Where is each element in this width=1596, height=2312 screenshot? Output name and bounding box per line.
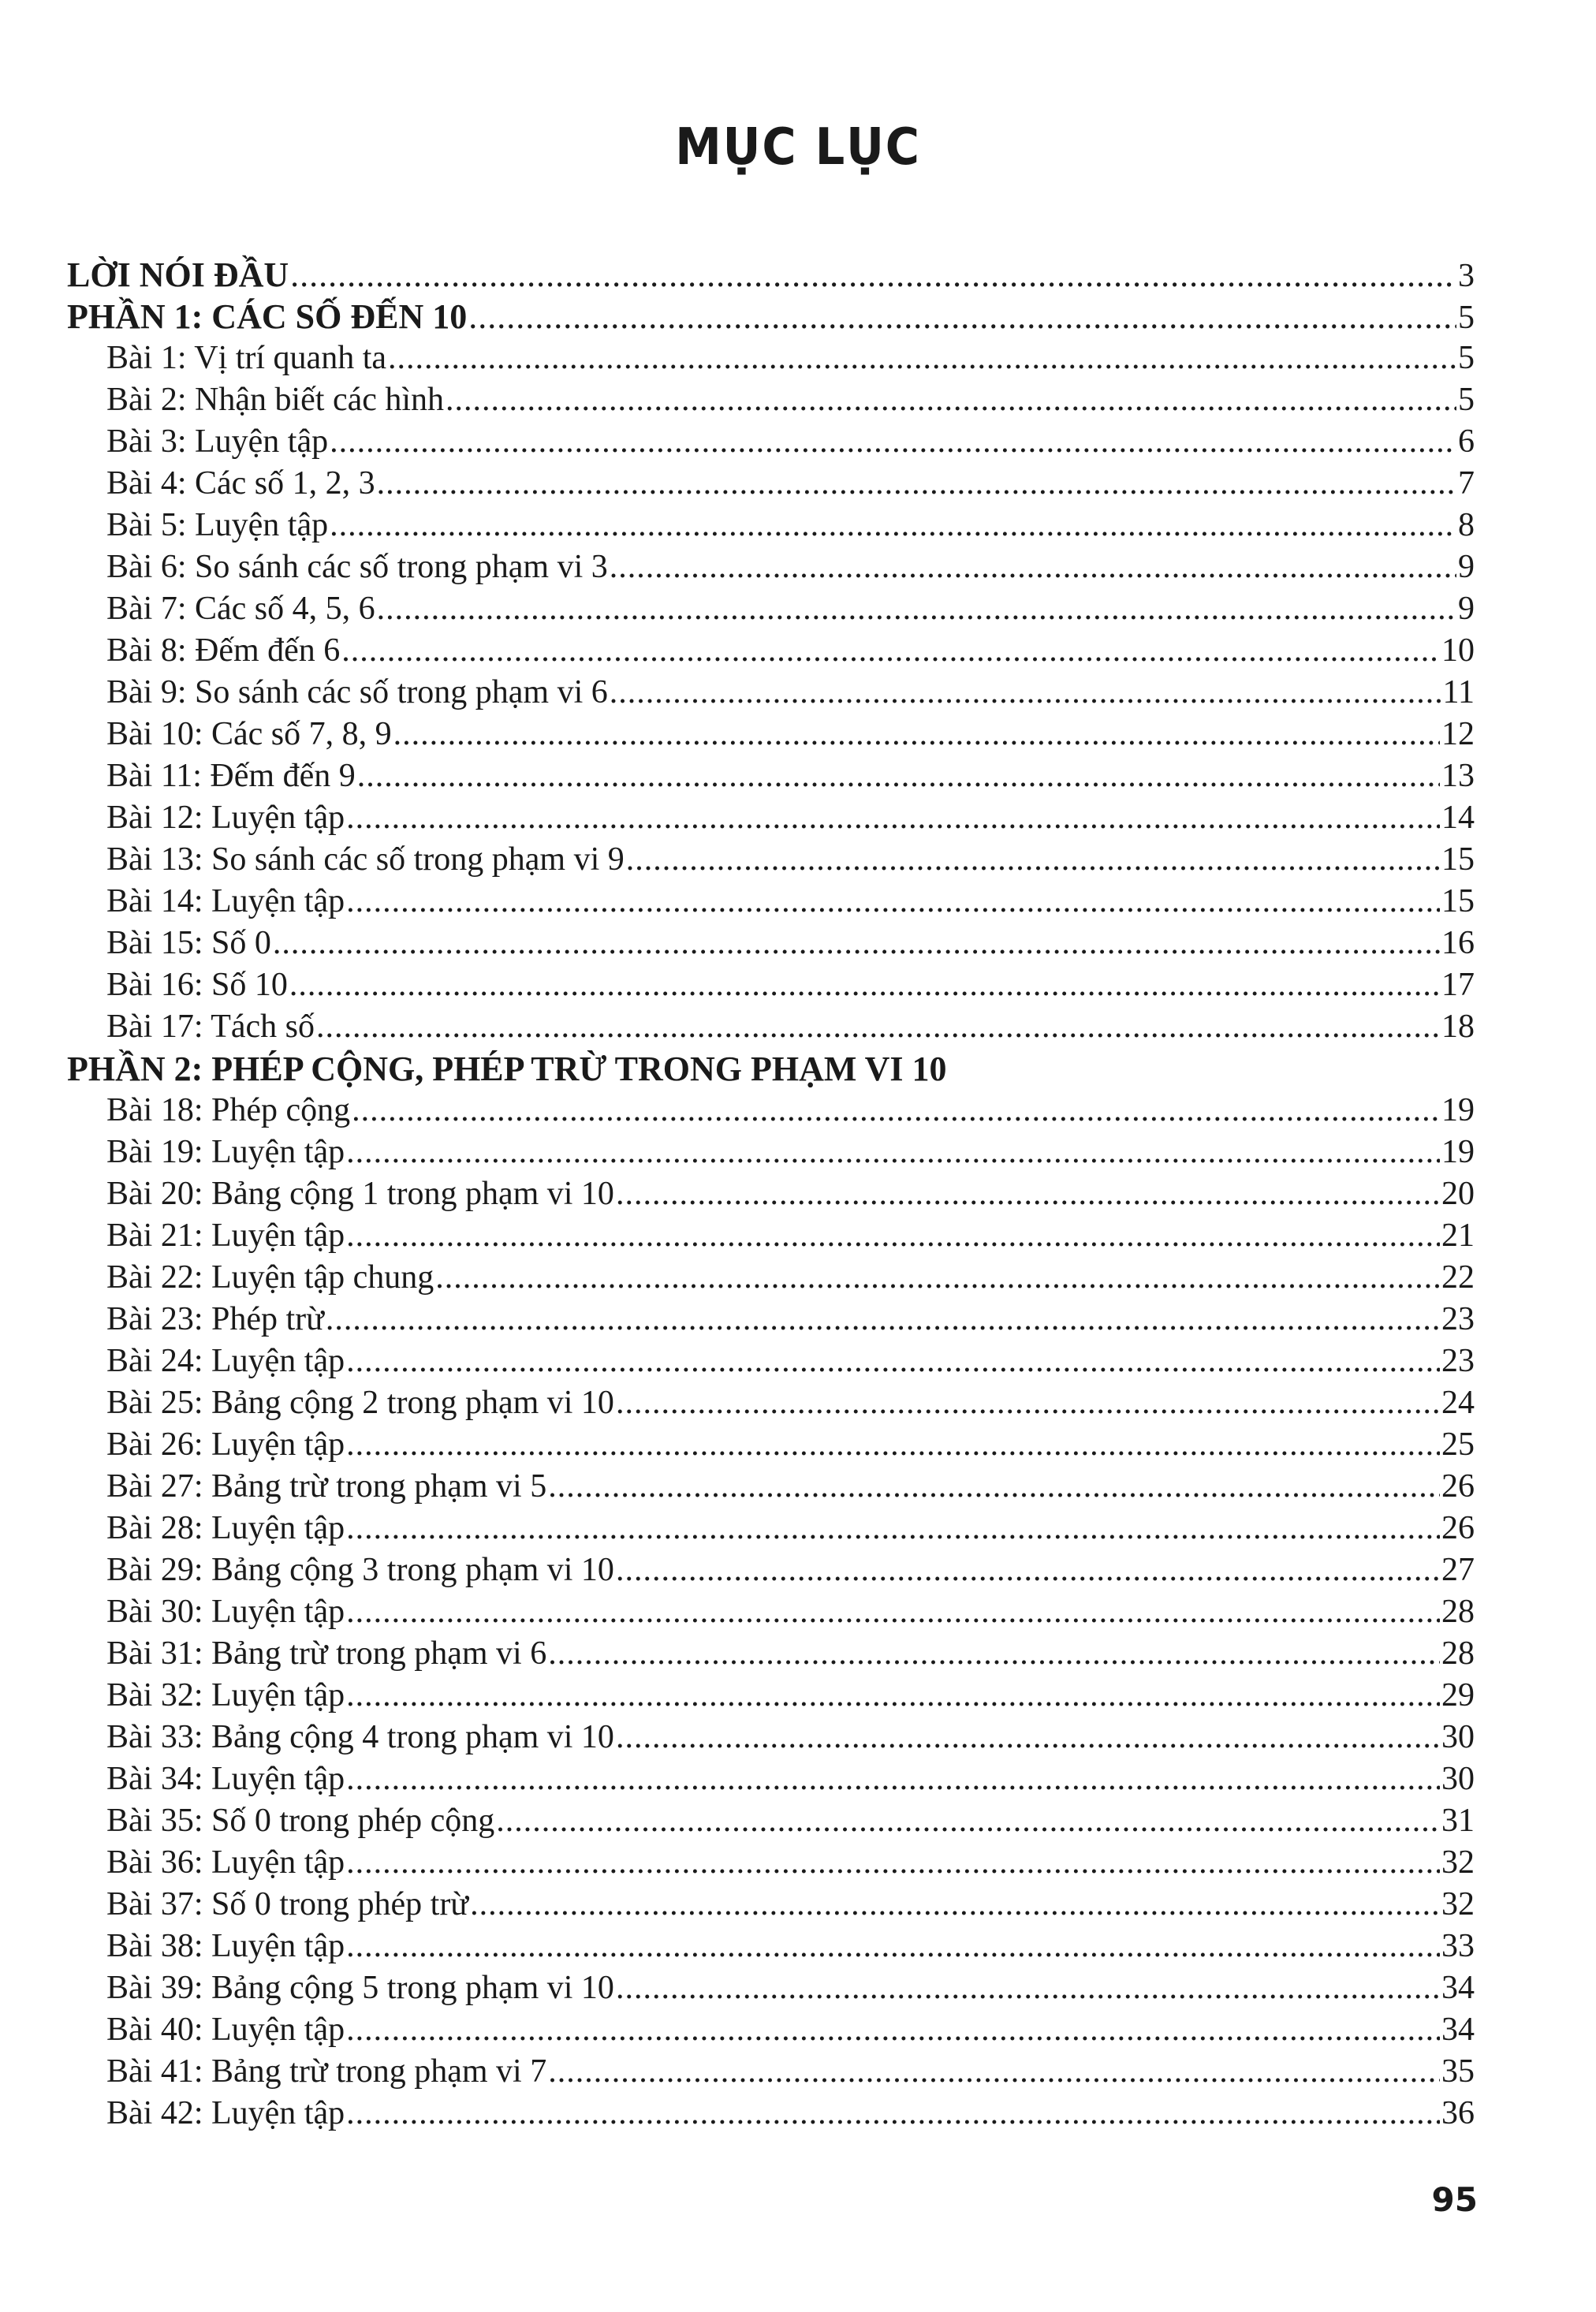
toc-entry-page: 23 (1441, 1301, 1475, 1337)
toc-entry-page: 5 (1458, 300, 1475, 336)
toc-lesson-row (67, 1800, 1475, 1842)
toc-entry-page: 12 (1441, 716, 1475, 752)
dot-leader (346, 881, 1440, 923)
toc-entry-label: Bài 18: Phép cộng (106, 1092, 351, 1128)
dot-leader (616, 1173, 1440, 1215)
toc-entry-page: 31 (1441, 1803, 1475, 1839)
dot-leader (468, 296, 1456, 337)
dot-leader (616, 1549, 1440, 1591)
toc-entry-page: 15 (1441, 883, 1475, 919)
toc-lesson-row (67, 1257, 1475, 1299)
dot-leader (393, 714, 1440, 755)
toc-lesson-row (67, 1842, 1475, 1884)
toc-entry-page: 8 (1458, 507, 1475, 543)
toc-entry-page: 9 (1458, 591, 1475, 627)
dot-leader (289, 964, 1440, 1006)
dot-leader (346, 1215, 1440, 1257)
page-title: MỤC LỤC (675, 118, 921, 177)
toc-lesson-row (67, 1424, 1475, 1466)
toc-entry-page: 19 (1441, 1134, 1475, 1170)
toc-entry-page: 3 (1458, 258, 1475, 294)
toc-entry-label: Bài 17: Tách số (106, 1009, 315, 1045)
toc-entry-page: 23 (1441, 1343, 1475, 1379)
toc-entry-page: 32 (1441, 1886, 1475, 1922)
toc-entry-page: 28 (1441, 1635, 1475, 1672)
toc-entry-page: 22 (1441, 1259, 1475, 1296)
dot-leader (548, 1466, 1440, 1508)
toc-entry-label: Bài 15: Số 0 (106, 925, 271, 961)
dot-leader (341, 630, 1440, 672)
toc-entry-page: 34 (1441, 2012, 1475, 2048)
toc-lesson-row (67, 714, 1475, 755)
toc-entry-page: 26 (1441, 1468, 1475, 1505)
toc-lesson-row (67, 379, 1475, 421)
toc-entry-page: 16 (1441, 925, 1475, 961)
toc-entry-page: 13 (1441, 758, 1475, 794)
dot-leader (377, 588, 1456, 630)
toc-entry-page: 30 (1441, 1719, 1475, 1755)
toc-entry-label: Bài 21: Luyện tập (106, 1218, 345, 1254)
toc-entry-page: 25 (1441, 1426, 1475, 1463)
dot-leader (330, 505, 1456, 546)
dot-leader (616, 1717, 1440, 1758)
toc-lesson-row (67, 1591, 1475, 1633)
toc-lesson-row (67, 1132, 1475, 1173)
toc-lesson-row (67, 2009, 1475, 2051)
toc-entry-page: 36 (1441, 2095, 1475, 2131)
toc-entry-label: Bài 33: Bảng cộng 4 trong phạm vi 10 (106, 1719, 614, 1755)
toc-entry-label: LỜI NÓI ĐẦU (67, 255, 289, 294)
toc-lesson-row (67, 505, 1475, 546)
toc-entry-label: Bài 31: Bảng trừ trong phạm vi 6 (106, 1635, 547, 1672)
dot-leader (435, 1257, 1440, 1299)
dot-leader (616, 1382, 1440, 1424)
toc-entry-page: 24 (1441, 1385, 1475, 1421)
toc-lesson-row (67, 1884, 1475, 1926)
toc-lesson-row (67, 1466, 1475, 1508)
toc-entry-label: Bài 34: Luyện tập (106, 1761, 345, 1797)
dot-leader (616, 1967, 1440, 2009)
dot-leader (316, 1006, 1440, 1048)
toc-entry-page: 11 (1442, 674, 1475, 710)
toc-lesson-row (67, 1926, 1475, 1967)
toc-entry-page: 9 (1458, 549, 1475, 585)
dot-leader (548, 2051, 1440, 2093)
toc-lesson-row (67, 463, 1475, 505)
toc-entry-label: Bài 23: Phép trừ (106, 1301, 324, 1337)
toc-lesson-row (67, 1173, 1475, 1215)
toc-entry-label: Bài 3: Luyện tập (106, 423, 329, 460)
dot-leader (346, 1758, 1440, 1800)
dot-leader (346, 2009, 1440, 2051)
toc-entry-page: 18 (1441, 1009, 1475, 1045)
toc-entry-page: 32 (1441, 1844, 1475, 1881)
toc-lesson-row (67, 2093, 1475, 2135)
dot-leader (346, 2093, 1440, 2135)
toc-lesson-row (67, 1508, 1475, 1549)
toc-lesson-row (67, 588, 1475, 630)
toc-entry-label: PHẦN 1: CÁC SỐ ĐẾN 10 (67, 297, 468, 336)
dot-leader (610, 546, 1456, 588)
dot-leader (346, 1842, 1440, 1884)
toc-entry-page: 6 (1458, 423, 1475, 460)
dot-leader (346, 1341, 1440, 1382)
toc-entry-label: Bài 25: Bảng cộng 2 trong phạm vi 10 (106, 1385, 614, 1421)
toc-entry-page: 30 (1441, 1761, 1475, 1797)
toc-entry-page: 29 (1441, 1677, 1475, 1713)
toc-lesson-row (67, 1090, 1475, 1132)
toc-entry-label: Bài 36: Luyện tập (106, 1844, 345, 1881)
toc-entry-label: Bài 41: Bảng trừ trong phạm vi 7 (106, 2053, 547, 2090)
toc-entry-label: Bài 1: Vị trí quanh ta (106, 340, 387, 376)
toc-entry-label: Bài 5: Luyện tập (106, 507, 329, 543)
dot-leader (346, 1675, 1440, 1717)
toc-entry-label: Bài 13: So sánh các số trong phạm vi 9 (106, 841, 625, 878)
toc-entry-page: 26 (1441, 1510, 1475, 1546)
toc-entry-label: Bài 38: Luyện tập (106, 1928, 345, 1964)
toc-entry-label: PHẦN 2: PHÉP CỘNG, PHÉP TRỪ TRONG PHẠM VI 10 (67, 1050, 947, 1088)
toc-lesson-row (67, 1633, 1475, 1675)
toc-lesson-row (67, 923, 1475, 964)
dot-leader (626, 839, 1440, 881)
toc-entry-label: Bài 14: Luyện tập (106, 883, 345, 919)
toc-lesson-row (67, 1382, 1475, 1424)
toc-lesson-row (67, 1717, 1475, 1758)
toc-entry-page: 33 (1441, 1928, 1475, 1964)
toc-lesson-row (67, 2051, 1475, 2093)
toc-entry-page: 35 (1441, 2053, 1475, 2090)
dot-leader (346, 1132, 1440, 1173)
toc-lesson-row (67, 1299, 1475, 1341)
toc-lesson-row (67, 964, 1475, 1006)
toc-entry-label: Bài 2: Nhận biết các hình (106, 382, 445, 418)
toc-lesson-row (67, 630, 1475, 672)
toc-lesson-row (67, 755, 1475, 797)
dot-leader (326, 1299, 1440, 1341)
dot-leader (610, 672, 1441, 714)
toc-entry-label: Bài 39: Bảng cộng 5 trong phạm vi 10 (106, 1970, 614, 2006)
toc-lesson-row (67, 1967, 1475, 2009)
toc-lesson-row (67, 1675, 1475, 1717)
toc-section-row (67, 296, 1475, 337)
toc-entry-label: Bài 11: Đếm đến 9 (106, 758, 356, 794)
toc-entry-label: Bài 12: Luyện tập (106, 800, 345, 836)
toc-entry-page: 14 (1441, 800, 1475, 836)
toc-lesson-row (67, 1006, 1475, 1048)
page-number: 95 (1431, 2180, 1478, 2219)
toc-entry-label: Bài 37: Số 0 trong phép trừ (106, 1886, 469, 1922)
toc-lesson-row (67, 337, 1475, 379)
toc-entry-label: Bài 40: Luyện tập (106, 2012, 345, 2048)
toc-lesson-row (67, 421, 1475, 463)
toc-entry-label: Bài 22: Luyện tập chung (106, 1259, 434, 1296)
toc-section-row (67, 1048, 1475, 1090)
toc-entry-page: 34 (1441, 1970, 1475, 2006)
toc-entry-label: Bài 29: Bảng cộng 3 trong phạm vi 10 (106, 1552, 614, 1588)
toc-lesson-row (67, 1758, 1475, 1800)
toc-entry-label: Bài 26: Luyện tập (106, 1426, 345, 1463)
dot-leader (470, 1884, 1440, 1926)
toc-entry-label: Bài 8: Đếm đến 6 (106, 632, 341, 669)
toc-entry-label: Bài 4: Các số 1, 2, 3 (106, 465, 375, 502)
dot-leader (346, 1508, 1440, 1549)
toc-entry-page: 5 (1458, 340, 1475, 376)
toc-entry-page: 15 (1441, 841, 1475, 878)
toc-lesson-row (67, 672, 1475, 714)
dot-leader (388, 337, 1456, 379)
toc-entry-label: Bài 19: Luyện tập (106, 1134, 345, 1170)
toc-entry-page: 10 (1441, 632, 1475, 669)
toc-entry-page: 28 (1441, 1594, 1475, 1630)
toc-entry-label: Bài 32: Luyện tập (106, 1677, 345, 1713)
toc-entry-page: 27 (1441, 1552, 1475, 1588)
toc-entry-label: Bài 9: So sánh các số trong phạm vi 6 (106, 674, 608, 710)
toc-entry-label: Bài 35: Số 0 trong phép cộng (106, 1803, 495, 1839)
toc-entry-page: 5 (1458, 382, 1475, 418)
toc-entry-page: 20 (1441, 1176, 1475, 1212)
dot-leader (273, 923, 1440, 964)
toc-entry-label: Bài 42: Luyện tập (106, 2095, 345, 2131)
toc-lesson-row (67, 881, 1475, 923)
dot-leader (346, 1424, 1440, 1466)
toc-entry-label: Bài 7: Các số 4, 5, 6 (106, 591, 375, 627)
toc-lesson-row (67, 1549, 1475, 1591)
dot-leader (496, 1800, 1440, 1842)
toc-lesson-row (67, 1341, 1475, 1382)
toc-entry-label: Bài 24: Luyện tập (106, 1343, 345, 1379)
toc-entry-label: Bài 28: Luyện tập (106, 1510, 345, 1546)
toc-entry-label: Bài 27: Bảng trừ trong phạm vi 5 (106, 1468, 547, 1505)
dot-leader (352, 1090, 1440, 1132)
dot-leader (290, 254, 1456, 296)
toc-lesson-row (67, 797, 1475, 839)
dot-leader (346, 797, 1440, 839)
toc-entry-label: Bài 6: So sánh các số trong phạm vi 3 (106, 549, 608, 585)
dot-leader (377, 463, 1456, 505)
toc-entry-label: Bài 16: Số 10 (106, 967, 288, 1003)
dot-leader (446, 379, 1456, 421)
dot-leader (346, 1591, 1440, 1633)
table-of-contents (67, 254, 1475, 2135)
toc-section-row (67, 254, 1475, 296)
dot-leader (548, 1633, 1440, 1675)
toc-entry-page: 21 (1441, 1218, 1475, 1254)
toc-entry-label: Bài 10: Các số 7, 8, 9 (106, 716, 392, 752)
toc-entry-page: 19 (1441, 1092, 1475, 1128)
toc-lesson-row (67, 839, 1475, 881)
dot-leader (346, 1926, 1440, 1967)
toc-entry-page: 7 (1458, 465, 1475, 502)
dot-leader (357, 755, 1440, 797)
toc-entry-label: Bài 30: Luyện tập (106, 1594, 345, 1630)
toc-lesson-row (67, 1215, 1475, 1257)
toc-entry-page: 17 (1441, 967, 1475, 1003)
toc-entry-label: Bài 20: Bảng cộng 1 trong phạm vi 10 (106, 1176, 614, 1212)
toc-lesson-row (67, 546, 1475, 588)
dot-leader (330, 421, 1456, 463)
